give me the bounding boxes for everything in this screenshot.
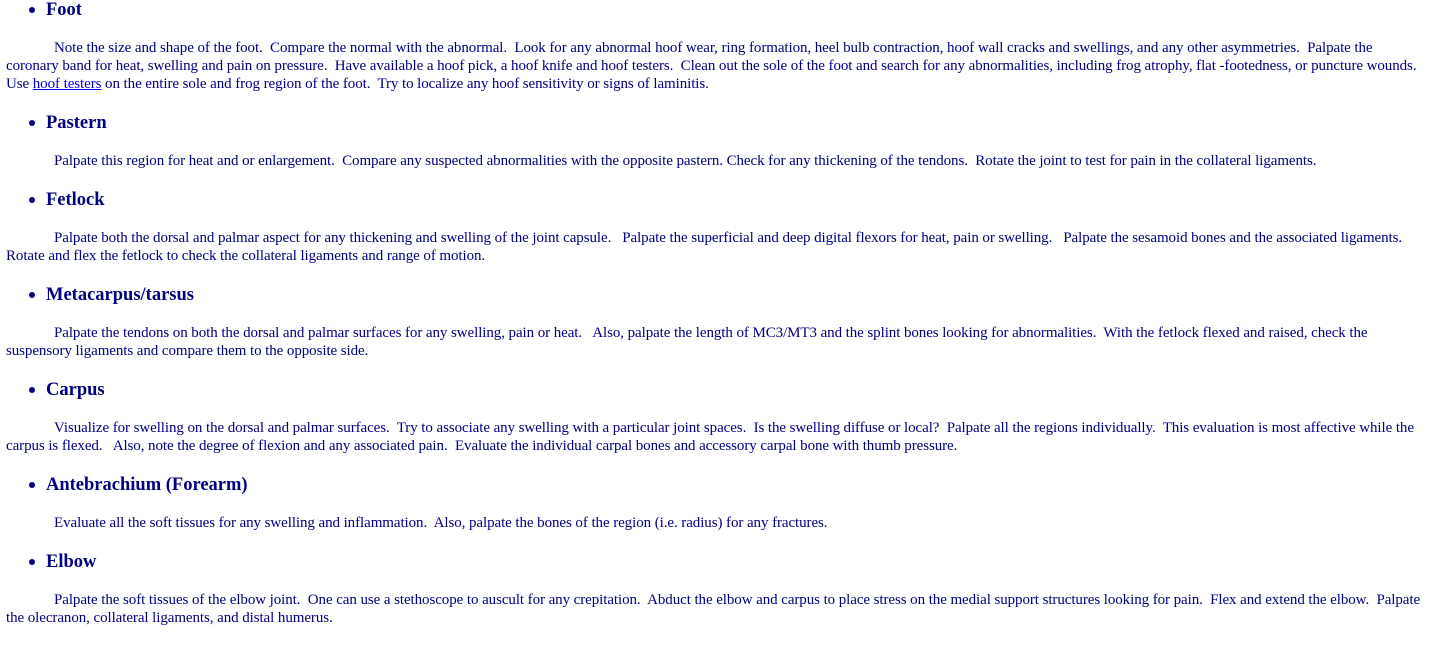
- heading-carpus-text: Carpus: [46, 380, 105, 400]
- bullet-icon: [29, 292, 35, 298]
- heading-elbow-text: Elbow: [46, 552, 97, 572]
- section-metacarpus-tarsus: [6, 284, 1426, 360]
- bullet-icon: [29, 7, 35, 13]
- heading-elbow: [6, 551, 1426, 573]
- paragraph-carpus: Visualize for swelling on the dorsal and palmar surfaces. Try to associate any swelling with a particular joint spaces. Is the swelling diffuse or local? Palpate all the regions individually. This evaluation is most affective while the carpus is flexed. Also, note the degree of flexion and any associated pain. Evaluate the individual carpal bones and accessory carpal bone with thumb pressure.: [6, 420, 1418, 454]
- section-antebrachium: [6, 474, 1426, 532]
- heading-foot-text: Foot: [46, 0, 82, 20]
- section-elbow: [6, 551, 1426, 627]
- heading-antebrachium-text: Antebrachium (Forearm): [46, 475, 248, 495]
- section-foot: [6, 0, 1426, 93]
- paragraph-foot: [6, 39, 1426, 93]
- heading-fetlock-text: Fetlock: [46, 190, 105, 210]
- bullet-icon: [29, 387, 35, 393]
- section-pastern: [6, 112, 1426, 170]
- section-fetlock: [6, 189, 1426, 265]
- bullet-icon: [29, 197, 35, 203]
- hoof-testers-link[interactable]: hoof testers: [32, 76, 102, 92]
- heading-carpus: [6, 379, 1426, 401]
- heading-antebrachium: [6, 474, 1426, 496]
- heading-pastern-text: Pastern: [46, 113, 107, 133]
- paragraph-foot-part2: on the entire sole and frog region of the foot. Try to localize any hoof sensitivity or signs of laminitis.: [101, 76, 709, 92]
- paragraph-foot-part1: Note the size and shape of the foot. Compare the normal with the abnormal. Look for any abnormal hoof wear, ring formation, heel bulb contraction, hoof wall cracks and swellings, and any other asymmetries. Palpate the coronary band for heat, swelling and pain on pressure. Have available a hoof pick, a hoof knife and hoof testers. Clean out the sole of the foot and search for any abnormalities, including frog atrophy, flat -footedness, or puncture wounds. Use: [6, 40, 1424, 92]
- paragraph-elbow: Palpate the soft tissues of the elbow joint. One can use a stethoscope to auscult for any crepitation. Abduct the elbow and carpus to place stress on the medial support structures looking for pain. Flex and extend the elbow. Palpate the olecranon, collateral ligaments, and distal humerus.: [6, 592, 1424, 626]
- heading-pastern: [6, 112, 1426, 134]
- heading-metacarpus-tarsus-text: Metacarpus/tarsus: [46, 285, 194, 305]
- bullet-icon: [29, 120, 35, 126]
- paragraph-fetlock: Palpate both the dorsal and palmar aspect for any thickening and swelling of the joint capsule. Palpate the superficial and deep digital flexors for heat, pain or swelling. Palpate the sesamoid bones and the associated ligaments. Rotate and flex the fetlock to check the collateral ligaments and range of motion.: [6, 230, 1410, 264]
- heading-metacarpus-tarsus: [6, 284, 1426, 306]
- heading-foot: [6, 0, 1426, 21]
- bullet-icon: [29, 559, 35, 565]
- heading-fetlock: [6, 189, 1426, 211]
- paragraph-antebrachium: Evaluate all the soft tissues for any swelling and inflammation. Also, palpate the bones of the region (i.e. radius) for any fractures.: [54, 515, 828, 531]
- bullet-icon: [29, 482, 35, 488]
- paragraph-pastern: Palpate this region for heat and or enlargement. Compare any suspected abnormalities with the opposite pastern. Check for any thickening of the tendons. Rotate the joint to test for pain in the collateral ligaments.: [54, 153, 1317, 169]
- section-carpus: [6, 379, 1426, 455]
- paragraph-metacarpus-tarsus: Palpate the tendons on both the dorsal and palmar surfaces for any swelling, pain or heat. Also, palpate the length of MC3/MT3 and the splint bones looking for abnormalities. With the fetlock flexed and raised, check the suspensory ligaments and compare them to the opposite side.: [6, 325, 1372, 359]
